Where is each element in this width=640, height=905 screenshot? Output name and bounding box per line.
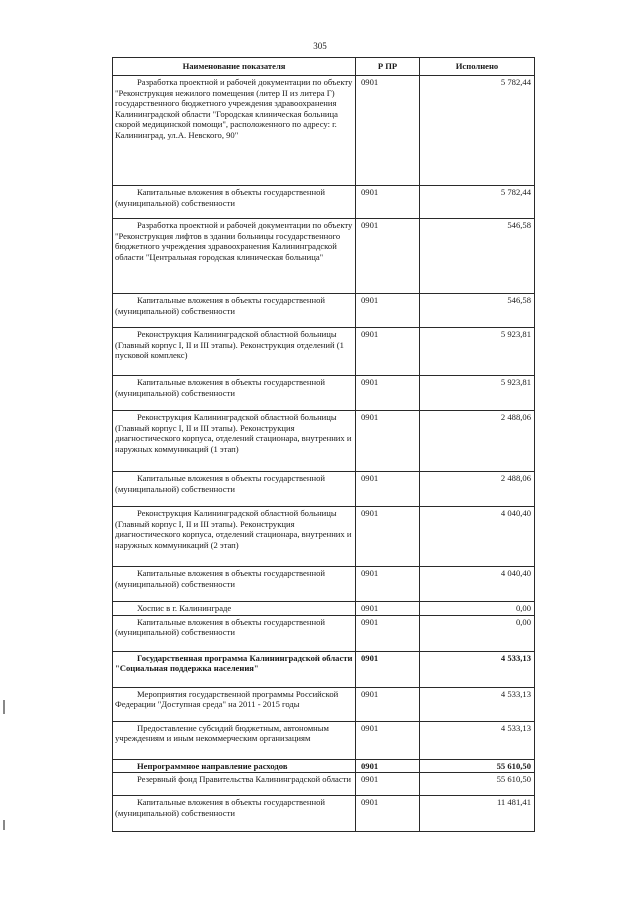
row-name: Реконструкция Калининградской областной больницы (Главный корпус I, II и III этапы). Реконструкция отделений (1 пусковой комплекс) <box>113 328 356 376</box>
row-code: 0901 <box>356 186 420 219</box>
table-row <box>113 721 535 759</box>
row-name: Мероприятия государственной программы Российской Федерации "Доступная среда" на 2011 - 2015 годы <box>113 687 356 721</box>
row-value: 2 488,06 <box>420 411 535 472</box>
table-row <box>113 376 535 411</box>
row-code: 0901 <box>356 411 420 472</box>
row-name: Разработка проектной и рабочей документации по объекту "Реконструкция лифтов в здании больницы государственного бюджетного учреждения здравоохранения Калининградской области "Центральная городская клиническая больница" <box>113 219 356 294</box>
row-value: 546,58 <box>420 294 535 328</box>
table-header-row <box>113 58 535 76</box>
table-row <box>113 186 535 219</box>
row-code: 0901 <box>356 219 420 294</box>
row-name: Капитальные вложения в объекты государственной (муниципальной) собственности <box>113 615 356 651</box>
row-code: 0901 <box>356 615 420 651</box>
table-row <box>113 615 535 651</box>
header-indicator-name: Наименование показателя <box>113 58 356 76</box>
row-code: 0901 <box>356 773 420 796</box>
row-value: 546,58 <box>420 219 535 294</box>
table-row <box>113 507 535 567</box>
row-name: Капитальные вложения в объекты государственной (муниципальной) собственности <box>113 294 356 328</box>
table-row <box>113 76 535 186</box>
row-name: Государственная программа Калининградской области "Социальная поддержка населения" <box>113 651 356 687</box>
row-code: 0901 <box>356 721 420 759</box>
table-row <box>113 759 535 773</box>
page-number: 305 <box>313 41 327 51</box>
row-value: 4 533,13 <box>420 651 535 687</box>
row-code: 0901 <box>356 328 420 376</box>
header-section-code: Р ПР <box>356 58 420 76</box>
row-name: Хоспис в г. Калининграде <box>113 602 356 616</box>
row-code: 0901 <box>356 796 420 832</box>
row-value: 4 040,40 <box>420 567 535 602</box>
row-name: Разработка проектной и рабочей документации по объекту "Реконструкция нежилого помещения (литер II из литера Г) государственного бюджетного учреждения здравоохранения Калининградской области "Городская клиническая больница скорой медицинской помощи", расположенного по адресу: г. Калининград, ул.А. Невского, 90" <box>113 76 356 186</box>
table-row <box>113 687 535 721</box>
table-row <box>113 602 535 616</box>
row-name: Капитальные вложения в объекты государственной (муниципальной) собственности <box>113 376 356 411</box>
table-row <box>113 328 535 376</box>
row-name: Капитальные вложения в объекты государственной (муниципальной) собственности <box>113 472 356 507</box>
row-code: 0901 <box>356 376 420 411</box>
row-name: Резервный фонд Правительства Калининградской области <box>113 773 356 796</box>
row-code: 0901 <box>356 76 420 186</box>
row-value: 55 610,50 <box>420 759 535 773</box>
row-value: 4 533,13 <box>420 721 535 759</box>
row-value: 5 782,44 <box>420 76 535 186</box>
row-value: 2 488,06 <box>420 472 535 507</box>
row-value: 0,00 <box>420 602 535 616</box>
row-code: 0901 <box>356 687 420 721</box>
row-value: 0,00 <box>420 615 535 651</box>
row-code: 0901 <box>356 567 420 602</box>
row-name: Реконструкция Калининградской областной больницы (Главный корпус I, II и III этапы). Реконструкция диагностического корпуса, отделений стационара, внутренних и наружных коммуникаций (1 этап) <box>113 411 356 472</box>
scan-margin-mark <box>3 700 5 714</box>
row-value: 55 610,50 <box>420 773 535 796</box>
row-code: 0901 <box>356 294 420 328</box>
budget-execution-table <box>112 57 535 832</box>
table-row <box>113 472 535 507</box>
table-row <box>113 567 535 602</box>
table-row <box>113 219 535 294</box>
table-row <box>113 796 535 832</box>
row-value: 5 782,44 <box>420 186 535 219</box>
scan-margin-mark <box>3 820 5 830</box>
row-name: Капитальные вложения в объекты государственной (муниципальной) собственности <box>113 186 356 219</box>
row-value: 5 923,81 <box>420 328 535 376</box>
row-value: 11 481,41 <box>420 796 535 832</box>
row-name: Реконструкция Калининградской областной больницы (Главный корпус I, II и III этапы). Реконструкция диагностического корпуса, отделений стационара, внутренних и наружных коммуникаций (2 этап) <box>113 507 356 567</box>
row-value: 4 040,40 <box>420 507 535 567</box>
row-name: Предоставление субсидий бюджетным, автономным учреждениям и иным некоммерческим организациям <box>113 721 356 759</box>
table-row <box>113 411 535 472</box>
row-code: 0901 <box>356 507 420 567</box>
row-name: Капитальные вложения в объекты государственной (муниципальной) собственности <box>113 567 356 602</box>
table-row <box>113 294 535 328</box>
row-code: 0901 <box>356 472 420 507</box>
row-value: 4 533,13 <box>420 687 535 721</box>
row-name: Непрограммное направление расходов <box>113 759 356 773</box>
row-value: 5 923,81 <box>420 376 535 411</box>
table-row <box>113 773 535 796</box>
table-row <box>113 651 535 687</box>
row-code: 0901 <box>356 759 420 773</box>
header-executed: Исполнено <box>420 58 535 76</box>
row-code: 0901 <box>356 651 420 687</box>
row-name: Капитальные вложения в объекты государственной (муниципальной) собственности <box>113 796 356 832</box>
row-code: 0901 <box>356 602 420 616</box>
